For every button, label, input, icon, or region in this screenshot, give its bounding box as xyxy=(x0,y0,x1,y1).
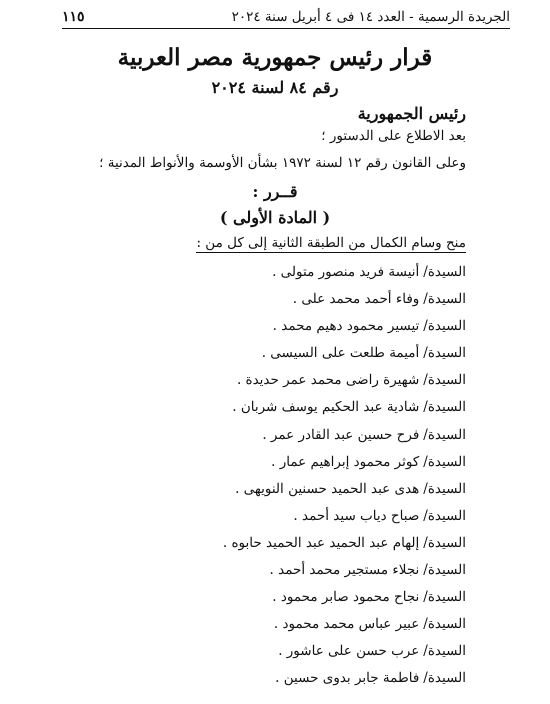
list-item xyxy=(223,614,466,641)
recipient-honorific: السيدة/ xyxy=(423,291,466,308)
article-intro: منح وسام الكمال من الطبقة الثانية إلى كل من : xyxy=(196,235,466,251)
recipient-name: أميمة طلعت على السيسى . xyxy=(261,345,420,362)
list-item xyxy=(223,533,466,560)
recipient-honorific: السيدة/ xyxy=(423,453,466,470)
recipient-name: عبير عباس محمد محمود . xyxy=(273,616,420,633)
list-item xyxy=(223,397,466,424)
recipient-name: فاطمة جابر بدوى حسين . xyxy=(275,670,420,687)
list-item xyxy=(223,370,466,397)
decided-heading: قــرر : xyxy=(252,182,298,201)
recipient-name: كوثر محمود إبراهيم عمار . xyxy=(271,453,420,470)
publication-line: الجريدة الرسمية - العدد ١٤ فى ٤ أبريل سنة ٢٠٢٤ xyxy=(231,9,510,25)
decree-title: قرار رئيس جمهورية مصر العربية xyxy=(117,44,433,71)
list-item xyxy=(223,289,466,316)
recipient-honorific: السيدة/ xyxy=(423,507,466,524)
recipient-name: هدى عبد الحميد حسنين النويهى . xyxy=(235,480,420,497)
list-item xyxy=(223,316,466,343)
issuer-heading: رئيس الجمهورية xyxy=(357,104,466,123)
list-item xyxy=(223,425,466,452)
recipient-honorific: السيدة/ xyxy=(423,670,466,687)
recipient-honorific: السيدة/ xyxy=(423,345,466,362)
recipient-name: وفاء أحمد محمد على . xyxy=(292,291,420,308)
recipient-honorific: السيدة/ xyxy=(423,480,466,497)
article-heading: ( المادة الأولى ) xyxy=(219,208,331,227)
recipient-name: أنيسة فريد منصور متولى . xyxy=(272,264,420,280)
recipient-honorific: السيدة/ xyxy=(423,534,466,551)
recipient-honorific: السيدة/ xyxy=(423,562,466,579)
recipient-name: نجلاء مستجير محمد أحمد . xyxy=(269,562,420,579)
recipient-name: عرب حسن على عاشور . xyxy=(278,643,420,660)
preamble-line-constitution: بعد الاطلاع على الدستور ؛ xyxy=(321,128,466,144)
decree-number: رقم ٨٤ لسنة ٢٠٢٤ xyxy=(211,78,339,97)
recipient-honorific: السيدة/ xyxy=(423,616,466,633)
recipient-name: فرح حسين عبد القادر عمر . xyxy=(262,426,420,443)
list-item xyxy=(223,506,466,533)
list-item xyxy=(223,641,466,668)
running-header xyxy=(62,6,510,29)
recipient-name: نجاح محمود صابر محمود . xyxy=(272,589,420,606)
recipient-honorific: السيدة/ xyxy=(423,399,466,416)
list-item xyxy=(223,668,466,695)
list-item xyxy=(223,452,466,479)
recipient-honorific: السيدة/ xyxy=(423,264,466,280)
list-item xyxy=(223,479,466,506)
list-item xyxy=(223,343,466,370)
recipient-name: إلهام عبد الحميد عبد الحميد حابوه . xyxy=(222,534,420,551)
page-number: ١١٥ xyxy=(62,9,85,25)
recipient-honorific: السيدة/ xyxy=(423,589,466,606)
recipient-honorific: السيدة/ xyxy=(423,318,466,335)
recipients-list xyxy=(223,262,466,696)
list-item xyxy=(223,587,466,614)
list-item xyxy=(223,262,466,289)
recipient-name: تيسير محمود دهيم محمد . xyxy=(272,318,420,335)
list-item xyxy=(223,560,466,587)
recipient-name: صباح دياب سيد أحمد . xyxy=(293,507,420,524)
recipient-honorific: السيدة/ xyxy=(423,643,466,660)
preamble-line-law: وعلى القانون رقم ١٢ لسنة ١٩٧٢ بشأن الأوسمة والأنواط المدنية ؛ xyxy=(99,155,466,171)
recipient-name: شهيرة راضى محمد عمر حديدة . xyxy=(236,372,420,389)
recipient-name: شادية عبد الحكيم يوسف شربان . xyxy=(232,399,420,416)
recipient-honorific: السيدة/ xyxy=(423,426,466,443)
recipient-honorific: السيدة/ xyxy=(423,372,466,389)
